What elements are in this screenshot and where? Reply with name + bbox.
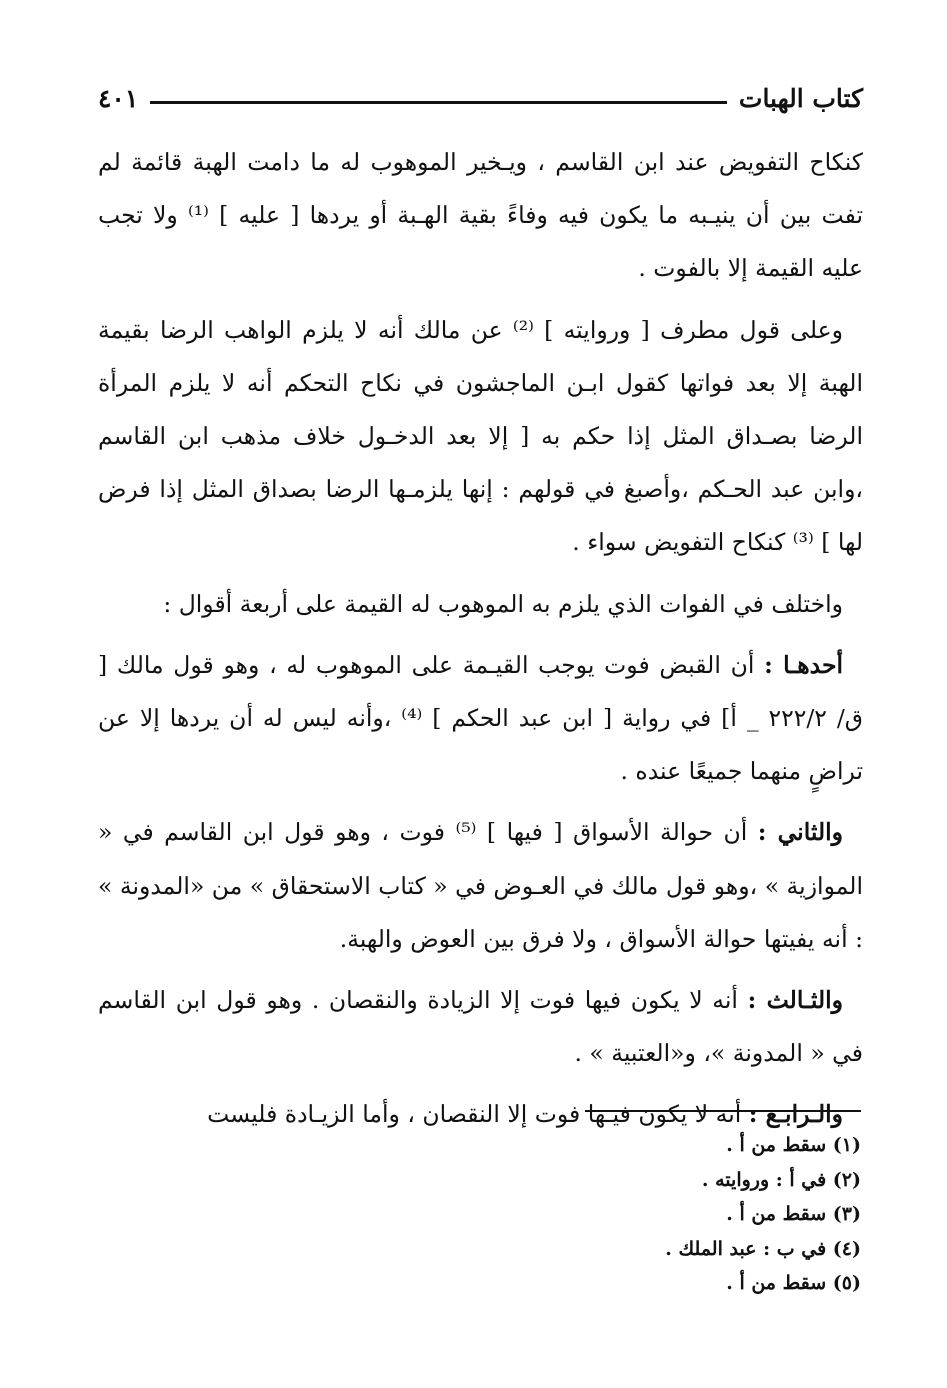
footnotes bbox=[361, 1128, 861, 1301]
paragraph-5-lead: والثاني : bbox=[757, 818, 844, 847]
paragraph-3: واختلف في الفوات الذي يلزم به الموهوب له القيمة على أربعة أقوال : bbox=[163, 589, 843, 618]
paragraph-4 bbox=[98, 639, 863, 799]
paragraph-7-text: أنه لا يكون فيـها فوت إلا النقصان ، وأما الزيـادة فليست bbox=[207, 1100, 749, 1129]
main-text bbox=[98, 136, 863, 1150]
running-title: كتاب الهبات bbox=[738, 83, 863, 113]
page-number: ٤٠١ bbox=[98, 83, 139, 113]
paragraph-7-lead: والـرابـع : bbox=[748, 1100, 843, 1129]
paragraph-6-text: أنه لا يكون فيها فوت إلا الزيادة والنقصان . وهو قول ابن القاسم في « المدونة »، و«العتبية » . bbox=[98, 986, 863, 1068]
footnote-item: (٣) سقط من أ . bbox=[726, 1203, 861, 1226]
paragraph-2: وعلى قول مطرف [ وروايته ] ⁽²⁾ عن مالك أنه لا يلزم الواهب الرضا بقيمة الهبة إلا بعد فواتها كقول ابـن الماجشون في نكاح التحكم أنه لا يلزم المرأة الرضا بصـداق المثل إذا حكم به [ إلا بعد الدخـول خلاف مذهب ابن القاسم ،وابن عبد الحـكم ،وأصبغ في قولهم : إنها يلزمـها الرضا بصداق المثل إذا فرض لها ] ⁽³⁾ كنكاح التفويض سواء . bbox=[98, 315, 863, 557]
paragraph-5-text: أن حوالة الأسواق [ فيها ] ⁽⁵⁾ فوت ، وهو قول ابن القاسم في « الموازية » ،وهو قول مالك في العـوض في « كتاب الاستحقاق » من «المدونة » : أنه يفيتها حوالة الأسواق ، ولا فرق بين العوض والهبة. bbox=[98, 818, 863, 953]
paragraph-4-lead: أحدهـا : bbox=[764, 650, 844, 679]
footnote-item: (١) سقط من أ . bbox=[726, 1134, 861, 1156]
paragraph-6-lead: والثـالث : bbox=[747, 986, 843, 1015]
paragraph-6 bbox=[98, 974, 863, 1080]
footnote-item: (٤) في ب : عبد الملك . bbox=[665, 1237, 861, 1260]
footnote-item: (٥) سقط من أ . bbox=[726, 1272, 861, 1295]
paragraph-4-text: أن القبض فوت يوجب القيـمة على الموهوب له ، وهو قول مالك [ ق/ ٢٢٢/٢ _ أ] في رواية [ ابن عبد الحكم ] ⁽⁴⁾ ،وأنه ليس له أن يردها إلا عن تراضٍ منهما جميعًا عنده . bbox=[98, 650, 864, 786]
page-header bbox=[98, 78, 863, 118]
footnote-item: (٢) في أ : وروايته . bbox=[701, 1168, 861, 1191]
header-rule bbox=[150, 101, 727, 104]
paragraph-1: كنكاح التفويض عند ابن القاسم ، ويـخير الموهوب له ما دامت الهبة قائمة لم تفت بين أن ينيـبه ما يكون فيه وفاءً بقية الهـبة أو يردها [ عليه ] ⁽¹⁾ ولا تجب عليه القيمة إلا بالفوت . bbox=[98, 148, 863, 283]
footnote-separator bbox=[585, 1110, 861, 1112]
paragraph-5 bbox=[98, 806, 863, 966]
